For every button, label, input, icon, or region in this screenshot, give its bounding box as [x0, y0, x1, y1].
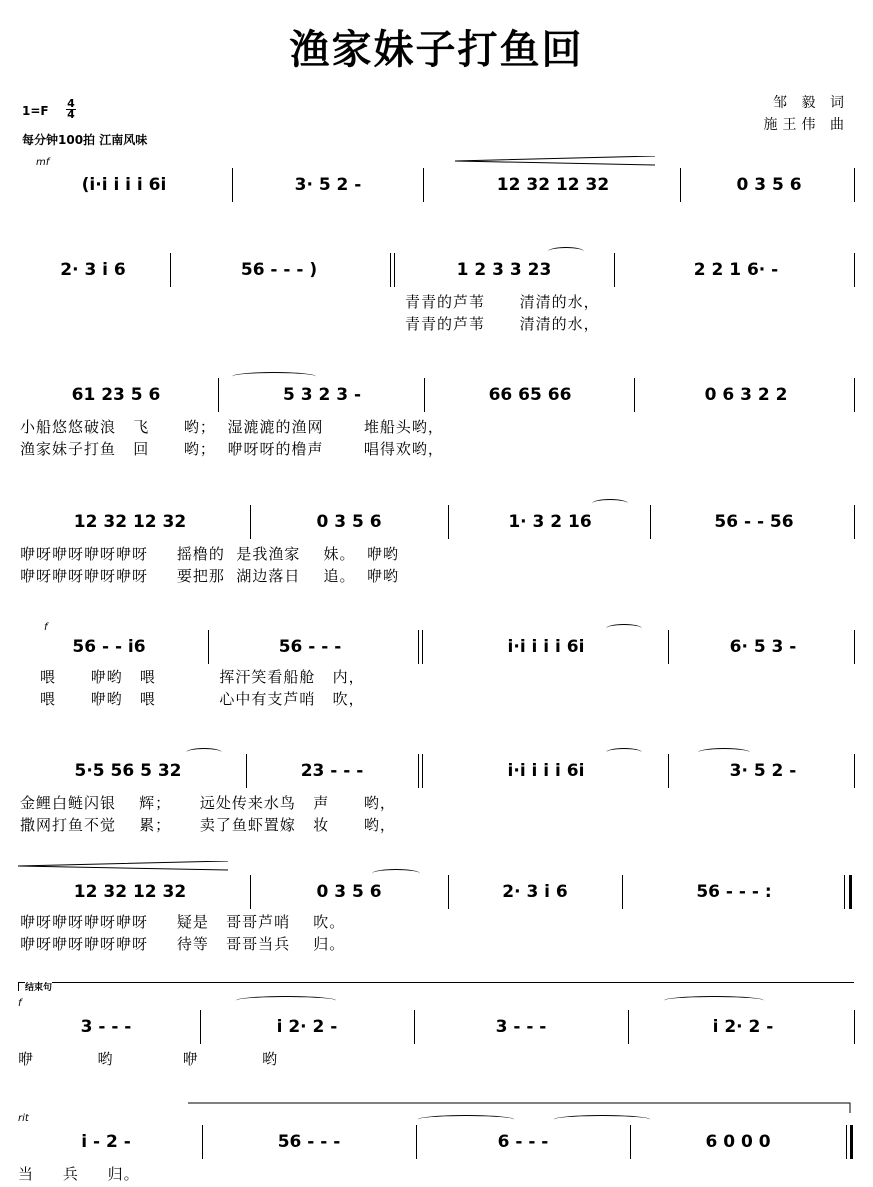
barline	[422, 630, 423, 664]
barline	[424, 378, 425, 412]
measure: 66 65 66	[488, 385, 572, 405]
lyric-line: 撒网打鱼不觉 累； 卖了鱼虾置嫁 妆 哟，	[20, 816, 396, 834]
lyric-line: 青青的芦苇 清清的水，	[405, 293, 600, 311]
barline	[414, 1010, 415, 1044]
measure: 1 2 3 3 23	[456, 260, 552, 280]
barline	[448, 505, 449, 539]
measure: 0 3 5 6	[736, 175, 802, 195]
barline	[170, 253, 171, 287]
measure: 23 - - -	[300, 761, 364, 781]
barline	[680, 168, 681, 202]
composer-credit: 施王伟 曲	[763, 117, 849, 133]
measure: i 2· 2 -	[276, 1017, 338, 1037]
barline	[650, 505, 651, 539]
measure: 0 3 5 6	[316, 512, 382, 532]
barline	[448, 875, 449, 909]
barline	[423, 168, 424, 202]
measure: i - 2 -	[81, 1132, 131, 1152]
lyric-line: 咿呀咿呀咿呀咿呀 疑是 哥哥芦哨 吹。	[20, 913, 346, 931]
measure: 56 - - -	[278, 637, 342, 657]
time-signature-top: 4	[67, 97, 75, 110]
measure: 12 32 12 32	[496, 175, 610, 195]
barline	[246, 754, 247, 788]
measure: i·i i i i 6i	[507, 637, 585, 657]
lyric-line: 咿 哟 咿 哟	[18, 1050, 279, 1068]
measure: 12 32 12 32	[73, 512, 187, 532]
song-title: 渔家妹子打鱼回	[289, 27, 584, 73]
barline	[416, 1125, 417, 1159]
measure: 0 3 5 6	[316, 882, 382, 902]
barline	[854, 1010, 855, 1044]
measure: 6 - - -	[497, 1132, 549, 1152]
lyric-line: 喂 咿哟 喂 心中有支芦哨 吹，	[40, 690, 365, 708]
barline	[422, 754, 423, 788]
measure: 3 - - -	[495, 1017, 547, 1037]
barline	[208, 630, 209, 664]
barline	[232, 168, 233, 202]
measure: i·i i i i 6i	[507, 761, 585, 781]
barline	[200, 1010, 201, 1044]
barline	[668, 754, 669, 788]
measure: 12 32 12 32	[73, 882, 187, 902]
measure: 61 23 5 6	[71, 385, 161, 405]
barline	[628, 1010, 629, 1044]
lyric-line: 当 兵 归。	[18, 1165, 140, 1183]
measure: 6 0 0 0	[705, 1132, 771, 1152]
barline	[854, 378, 855, 412]
lyric-line: 咿呀咿呀咿呀咿呀 要把那 湖边落日 追。 咿哟	[20, 567, 399, 585]
ritardando-line	[18, 1101, 853, 1115]
crescendo-mark	[455, 156, 655, 166]
measure: 0 6 3 2 2	[704, 385, 788, 405]
measure: 2 2 1 6· -	[693, 260, 779, 280]
measure: (i·i i i i 6i	[81, 175, 167, 195]
dynamic-mark: f	[18, 998, 22, 1009]
barline	[630, 1125, 631, 1159]
barline	[250, 875, 251, 909]
barline	[844, 875, 845, 909]
measure: 56 - - - :	[696, 882, 772, 902]
lyric-line: 青青的芦苇 清清的水，	[405, 315, 600, 333]
barline	[668, 630, 669, 664]
measure: i 2· 2 -	[712, 1017, 774, 1037]
barline	[418, 630, 419, 664]
barline	[854, 505, 855, 539]
lyric-line: 咿呀咿呀咿呀咿呀 摇橹的 是我渔家 妹。 咿哟	[20, 545, 399, 563]
measure: 5 3 2 3 -	[282, 385, 362, 405]
barline	[394, 253, 395, 287]
slur-mark	[664, 996, 764, 1005]
barline	[614, 253, 615, 287]
slur-mark	[554, 1115, 650, 1124]
measure: 3· 5 2 -	[729, 761, 797, 781]
final-barline	[850, 1125, 853, 1159]
tempo-marking: 每分钟100拍 江南风味	[22, 133, 148, 147]
time-signature	[66, 99, 76, 120]
dynamic-mark: f	[44, 622, 48, 633]
lyricist-credit: 邹 毅 词	[773, 95, 849, 111]
barline	[846, 1125, 847, 1159]
barline	[202, 1125, 203, 1159]
lyric-line: 喂 咿哟 喂 挥汗笑看船舱 内，	[40, 668, 365, 686]
barline	[854, 168, 855, 202]
lyric-line: 渔家妹子打鱼 回 哟； 咿呀呀的橹声 唱得欢哟，	[20, 440, 444, 458]
measure: 6· 5 3 -	[729, 637, 797, 657]
lyric-line: 小船悠悠破浪 飞 哟； 湿漉漉的渔网 堆船头哟，	[20, 418, 444, 436]
tempo-change-mark: rit	[18, 1113, 29, 1124]
barline	[854, 630, 855, 664]
measure: 3· 5 2 -	[294, 175, 362, 195]
measure: 2· 3 i 6	[60, 260, 126, 280]
lyric-line: 金鲤白鲢闪银 辉； 远处传来水鸟 声 哟，	[20, 794, 396, 812]
key-signature: 1=F	[22, 104, 49, 118]
measure: 2· 3 i 6	[502, 882, 568, 902]
measure: 56 - - -	[277, 1132, 341, 1152]
barline	[250, 505, 251, 539]
ending-bracket	[18, 982, 854, 991]
crescendo-mark	[18, 861, 228, 871]
measure: 56 - - - )	[240, 260, 318, 280]
measure: 1· 3 2 16	[508, 512, 592, 532]
ending-label: 结束句	[25, 980, 52, 993]
measure: 5·5 56 5 32	[74, 761, 182, 781]
barline	[622, 875, 623, 909]
dynamic-mark: mf	[36, 157, 50, 168]
slur-mark	[236, 996, 336, 1005]
repeat-barline	[849, 875, 852, 909]
barline	[854, 754, 855, 788]
barline	[634, 378, 635, 412]
barline	[854, 253, 855, 287]
measure: 3 - - -	[80, 1017, 132, 1037]
time-signature-bottom: 4	[67, 108, 75, 121]
barline	[418, 754, 419, 788]
measure: 56 - - 56	[714, 512, 794, 532]
barline	[218, 378, 219, 412]
slur-mark	[418, 1115, 514, 1124]
lyric-line: 咿呀咿呀咿呀咿呀 待等 哥哥当兵 归。	[20, 935, 346, 953]
measure: 56 - - i6	[72, 637, 146, 657]
barline	[390, 253, 391, 287]
